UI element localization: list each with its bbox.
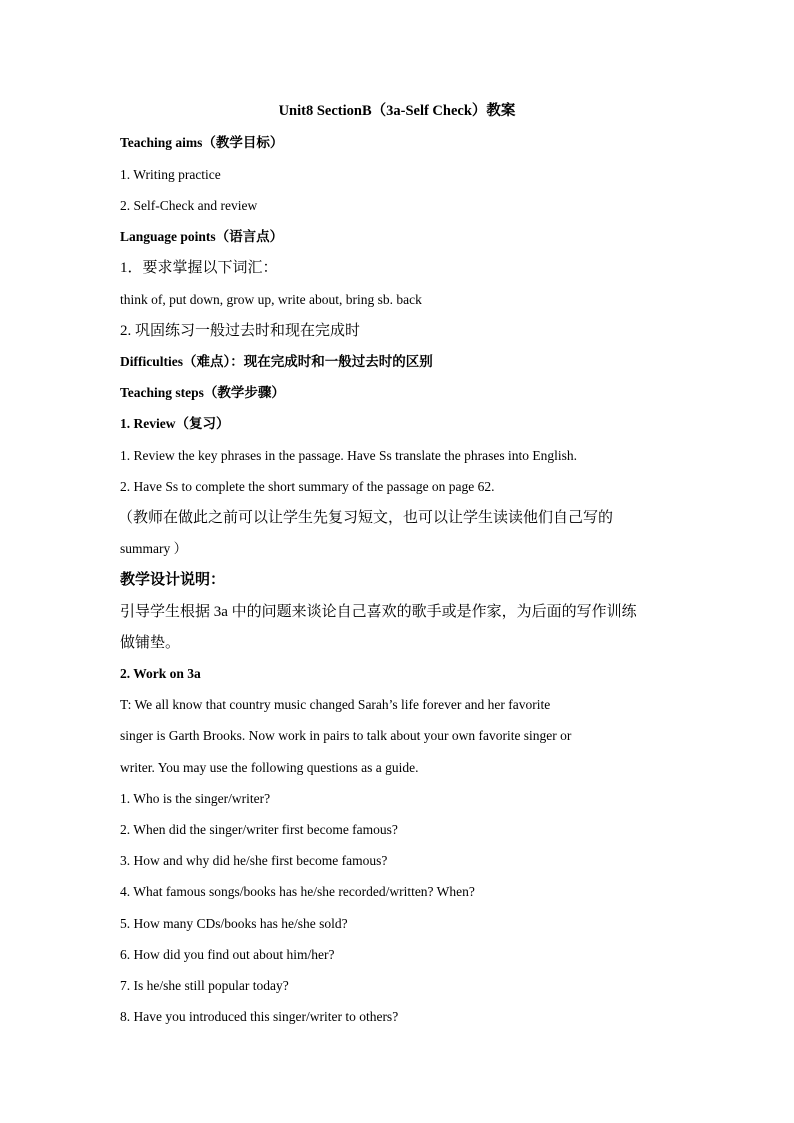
question-item-1: 1. Who is the singer/writer?: [120, 791, 271, 806]
question-item-4: 4. What famous songs/books has he/she recorded/written? When?: [120, 884, 475, 899]
question-item-6: 6. How did you find out about him/her?: [120, 947, 335, 962]
review-note-line-1: （教师在做此之前可以让学生先复习短文，也可以让学生读读他们自己写的: [118, 510, 614, 526]
review-item-2: 2. Have Ss to complete the short summary of the passage on page 62.: [120, 479, 495, 494]
vocabulary-list: think of, put down, grow up, write about, bring sb. back: [120, 292, 422, 307]
language-point-2: 2. 巩固练习一般过去时和现在完成时: [120, 323, 361, 339]
document-title: Unit8 SectionB（3a-Self Check）教案: [278, 103, 516, 119]
design-note-line-1: 引导学生根据 3a 中的问题来谈论自己喜欢的歌手或是作家，为后面的写作训练: [120, 604, 637, 620]
language-points-heading: Language points（语言点）: [120, 229, 284, 244]
design-note-heading: 教学设计说明：: [120, 572, 226, 588]
aim-item-2: 2. Self-Check and review: [120, 198, 258, 213]
question-item-5: 5. How many CDs/books has he/she sold?: [120, 916, 348, 931]
work-on-3a-heading: 2. Work on 3a: [120, 666, 201, 681]
question-item-7: 7. Is he/she still popular today?: [120, 978, 289, 993]
review-heading: 1. Review（复习）: [120, 416, 230, 431]
language-point-1: 1．要求掌握以下词汇：: [120, 260, 278, 276]
question-item-3: 3. How and why did he/she first become famous?: [120, 853, 388, 868]
review-note-line-2: summary ）: [120, 541, 188, 556]
teaching-aims-heading: Teaching aims（教学目标）: [120, 135, 284, 150]
teaching-steps-heading: Teaching steps（教学步骤）: [120, 385, 285, 400]
teacher-line-1: T: We all know that country music changed Sarah’s life forever and her favorite: [120, 697, 551, 712]
teacher-line-2: singer is Garth Brooks. Now work in pairs to talk about your own favorite singer or: [120, 728, 572, 743]
question-item-8: 8. Have you introduced this singer/writer to others?: [120, 1009, 399, 1024]
aim-item-1: 1. Writing practice: [120, 167, 221, 182]
difficulties-heading: Difficulties（难点）：现在完成时和一般过去时的区别: [120, 354, 433, 369]
design-note-line-2: 做铺垫。: [120, 635, 181, 651]
teacher-line-3: writer. You may use the following questions as a guide.: [120, 760, 419, 775]
question-item-2: 2. When did the singer/writer first become famous?: [120, 822, 398, 837]
review-item-1: 1. Review the key phrases in the passage. Have Ss translate the phrases into English.: [120, 448, 578, 463]
